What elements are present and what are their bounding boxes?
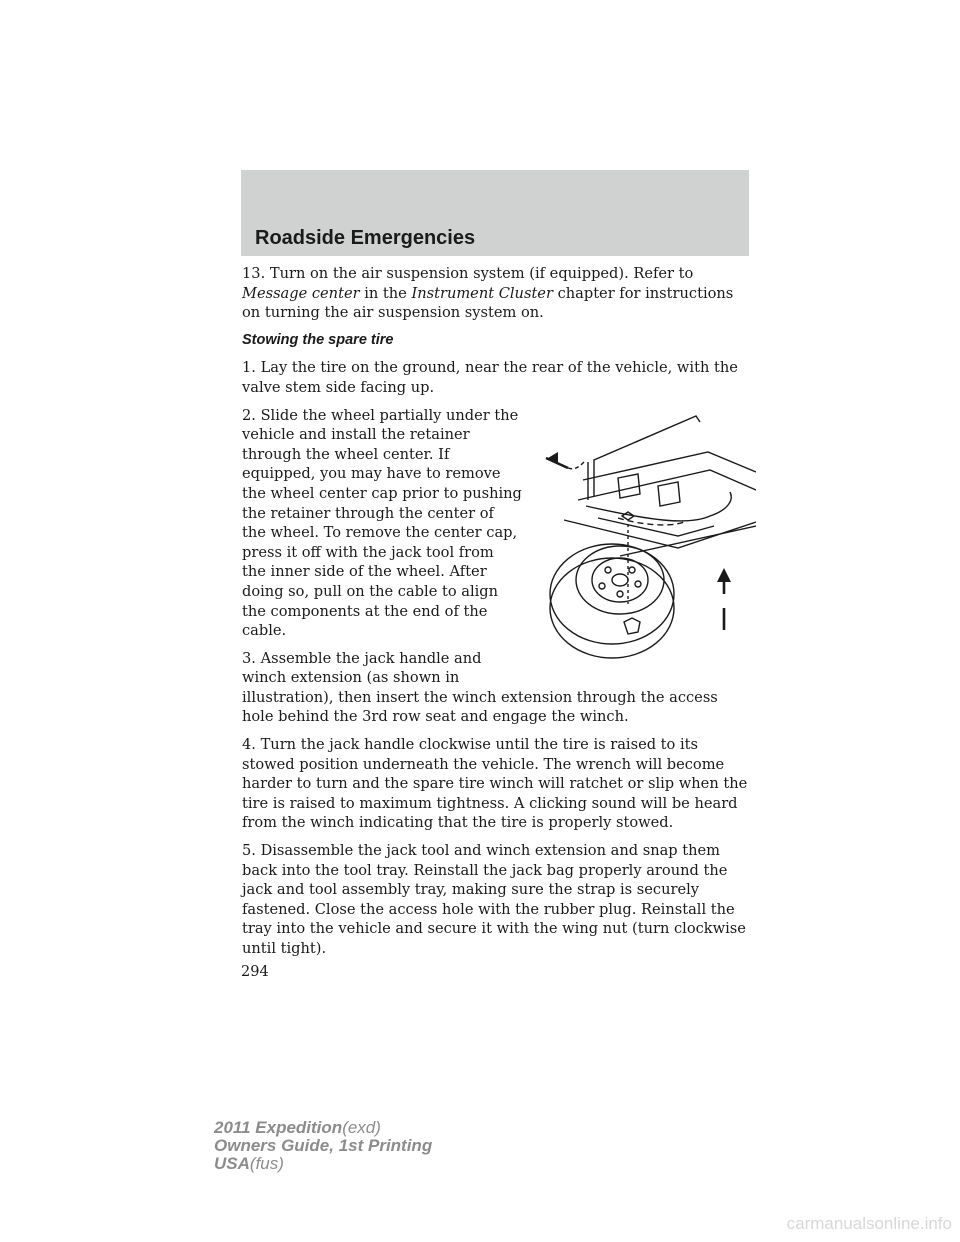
spare-tire-illustration <box>528 408 756 670</box>
step-3: 3. Assemble the jack handle and winch extension (as shown in illustration), then insert the winch extension through the access hole behind the 3rd row seat and engage the winch. <box>242 649 718 726</box>
step-5: 5. Disassemble the jack tool and winch extension and snap them back into the tool tray. Reinstall the jack bag properly around the jack and tool assembly tray, making sure the strap is securely fastened. Close the access hole with the rubber plug. Reinstall the tray into the vehicle and secure it with the wing nut (turn clockwise until tight). <box>242 842 746 957</box>
step-13 <box>242 264 752 323</box>
step-4: 4. Turn the jack handle clockwise until the tire is raised to its stowed position underneath the vehicle. The wrench will become harder to turn and the spare tire winch will ratchet or slip when the tire is raised to maximum tightness. A clicking sound will be heard from the winch indicating that the tire is properly stowed. <box>242 736 748 832</box>
footer-model-code: (exd) <box>342 1118 381 1137</box>
section-header-band <box>241 170 749 256</box>
footer-model: 2011 Expedition <box>214 1118 343 1137</box>
footer-imprint <box>214 1119 432 1173</box>
cross-ref-message-center: Message center <box>242 284 360 302</box>
page-number: 294 <box>241 964 269 980</box>
footer-region: USA <box>214 1154 250 1173</box>
subsection-heading: Stowing the spare tire <box>242 331 394 348</box>
footer-line-model <box>214 1119 432 1137</box>
page-body <box>242 264 752 967</box>
step-1: 1. Lay the tire on the ground, near the rear of the vehicle, with the valve stem side facing up. <box>242 359 738 396</box>
section-title: Roadside Emergencies <box>255 227 476 249</box>
footer-line-region <box>214 1155 432 1173</box>
watermark: carmanualsonline.info <box>786 1214 952 1233</box>
step-13-text: 13. Turn on the air suspension system (if equipped). Refer to <box>242 265 694 282</box>
cross-ref-instrument-cluster: Instrument Cluster <box>411 284 553 302</box>
step-13-text: chapter for instructions on turning the air suspension system on. <box>242 284 734 322</box>
step-2: 2. Slide the wheel partially under the vehicle and install the retainer through the wheel center. If equipped, you may have to remove the wheel center cap prior to pushing the retainer through the center of the wheel. To remove the center cap, press it off with the jack tool from the inner side of the wheel. After doing so, pull on the cable to align the components at the end of the cable. <box>242 406 522 640</box>
footer-region-code: (fus) <box>249 1154 284 1173</box>
footer-line-guide: Owners Guide, 1st Printing <box>214 1136 433 1155</box>
step-13-text: in the <box>359 284 412 302</box>
